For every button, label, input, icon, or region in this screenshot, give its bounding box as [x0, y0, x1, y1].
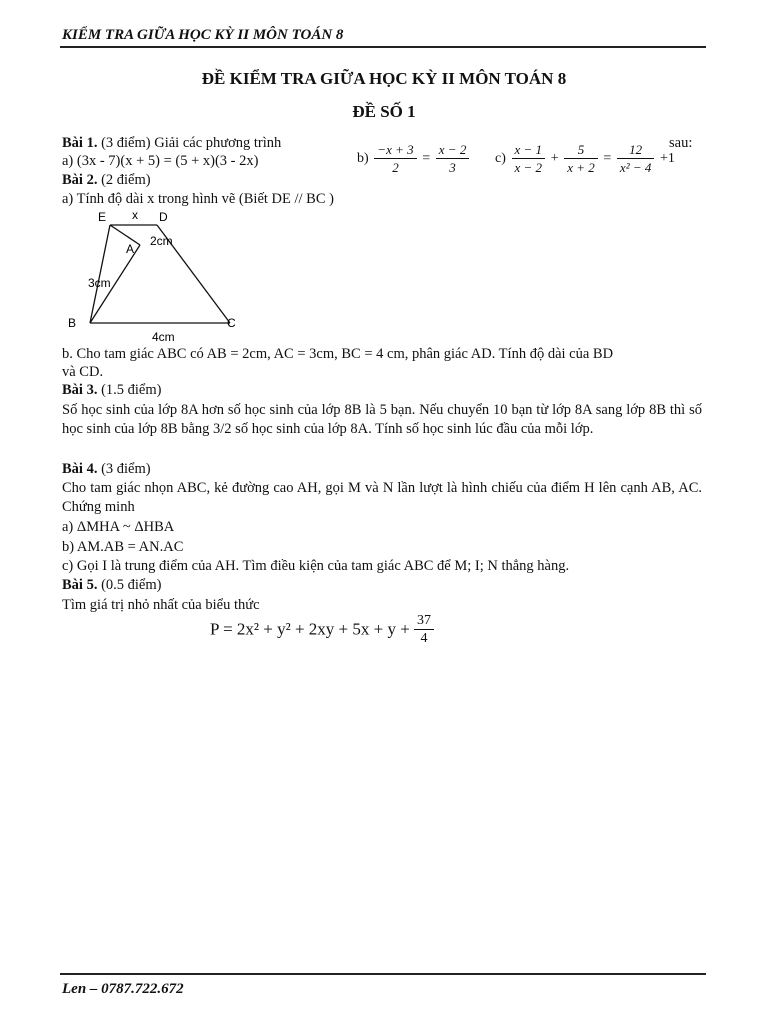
- footer-text: Len – 0787.722.672: [62, 981, 184, 997]
- fraction: $\frac{-x + 3}{2}$: [374, 141, 416, 176]
- bai1-trailing: sau:: [669, 135, 693, 151]
- bai2-label: Bài 2.: [62, 172, 98, 188]
- bai4-part-c: c) Gọi I là trung điểm của AH. Tìm điều kiện của tam giác ABC để M; I; N thẳng hàng.: [62, 558, 570, 574]
- bai2-part-b-line1: b. Cho tam giác ABC có AB = 2cm, AC = 3cm, BC = 4 cm, phân giác AD. Tính độ dài của BD: [62, 346, 614, 362]
- bai1-part-a: a) (3x - 7)(x + 5) = (5 + x)(3 - 2x): [62, 153, 259, 169]
- bai1-points: (3 điểm) Giải các phương trình: [101, 135, 282, 151]
- bai4-part-a: a) ΔMHA ~ ΔHBA: [62, 519, 175, 535]
- bai4-heading: [62, 460, 151, 478]
- bai5-body: Tìm giá trị nhỏ nhất của biểu thức: [62, 597, 260, 613]
- label-b: B: [68, 316, 77, 330]
- bai1-part-b: b) $\frac{-x + 3}{2}$ = $\frac{x - 2}{3}$: [355, 141, 469, 176]
- fraction: $\frac{37}{4}$: [414, 612, 434, 647]
- bai2-heading: [62, 171, 151, 189]
- label-ab: 3cm: [88, 276, 111, 290]
- bai1-b-label: b): [357, 150, 369, 166]
- bai5-label: Bài 5.: [62, 577, 98, 593]
- bai4-points: (3 điểm): [101, 461, 151, 477]
- bai1-c-label: c): [495, 150, 506, 166]
- label-a: A: [126, 242, 135, 256]
- fraction: $\frac{5}{x + 2}$: [564, 141, 598, 176]
- bai2-part-a: a) Tính độ dài x trong hình vẽ (Biết DE // BC ): [62, 191, 334, 207]
- document-title: ĐỀ KIỂM TRA GIỮA HỌC KỲ II MÔN TOÁN 8: [201, 69, 567, 88]
- bai3-heading: [62, 381, 161, 399]
- header-text: KIỂM TRA GIỮA HỌC KỲ II MÔN TOÁN 8: [62, 27, 344, 43]
- bai1-heading: [62, 134, 281, 152]
- label-x: x: [132, 208, 138, 222]
- fraction: $\frac{12}{\text{x² − 4}}$: [617, 141, 654, 176]
- segment-ea: [110, 225, 140, 245]
- bai3-body: Số học sinh của lớp 8A hơn số học sinh của lớp 8B là 5 bạn. Nếu chuyển 10 bạn từ lớp 8A sang lớp 8B thì số học sinh của lớp 8B bằng 3/2 số học sinh của lớp 8A. Tính số học sinh lúc đầu của mỗi lớp.: [62, 402, 702, 437]
- label-bc: 4cm: [152, 330, 175, 344]
- triangle-figure: [60, 205, 260, 345]
- label-e: E: [98, 210, 107, 224]
- bai3-label: Bài 3.: [62, 382, 98, 398]
- bai5-formula: [210, 612, 434, 647]
- bai4-body: Cho tam giác nhọn ABC, kẻ đường cao AH, gọi M và N lần lượt là hình chiếu của điểm H lên cạnh AB, AC. Chứng minh: [62, 480, 702, 515]
- bai4-part-b: b) AM.AB = AN.AC: [62, 539, 184, 555]
- bai3-points: (1.5 điểm): [101, 382, 162, 398]
- formula-main: P = 2x² + y² + 2xy + 5x + y +: [210, 619, 410, 639]
- fraction: $\frac{x - 1}{x - 2}$: [512, 141, 546, 176]
- label-ad: 2cm: [150, 234, 173, 248]
- label-d: D: [159, 210, 168, 224]
- bai4-label: Bài 4.: [62, 461, 98, 477]
- bai1-part-c: c) $\frac{x - 1}{x - 2}$ + $\frac{5}{x + 2}$ = $\frac{12}{\text{x² − 4}}$ +1: [495, 142, 675, 175]
- document-subtitle: ĐỀ SỐ 1: [352, 102, 416, 121]
- bai5-points: (0.5 điểm): [101, 577, 162, 593]
- bai2-part-b-line2: và CD.: [62, 364, 104, 380]
- label-c: C: [227, 316, 236, 330]
- footer-rule: [60, 973, 706, 975]
- header-rule: [60, 46, 706, 48]
- fraction: $\frac{x - 2}{3}$: [436, 141, 470, 176]
- bai2-points: (2 điểm): [101, 172, 151, 188]
- bai1-label: Bài 1.: [62, 135, 98, 151]
- bai5-heading: [62, 576, 161, 594]
